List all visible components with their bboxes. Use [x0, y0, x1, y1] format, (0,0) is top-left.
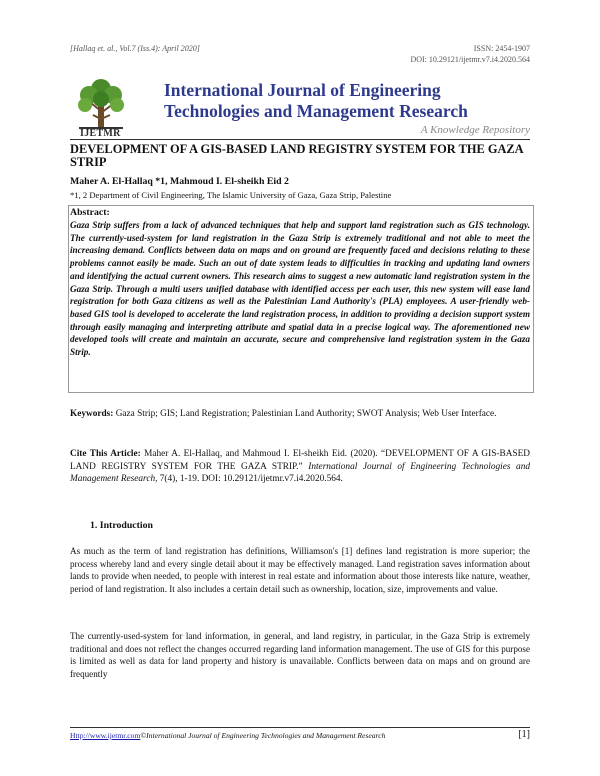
- section-heading-introduction: 1. Introduction: [90, 520, 153, 531]
- header-divider: [70, 139, 530, 140]
- running-header-citation: [Hallaq et. al., Vol.7 (Iss.4): April 2020]: [70, 44, 200, 53]
- footer-divider: [70, 727, 530, 728]
- paper-title: DEVELOPMENT OF A GIS-BASED LAND REGISTRY SYSTEM FOR THE GAZA STRIP: [70, 142, 523, 169]
- keywords-label: Keywords:: [70, 409, 114, 419]
- doi-text: DOI: 10.29121/ijetmr.v7.i4.2020.564: [410, 55, 530, 64]
- author-affiliation: *1, 2 Department of Civil Engineering, The Islamic University of Gaza, Gaza Strip, Palestine: [70, 190, 392, 200]
- keywords-text: Gaza Strip; GIS; Land Registration; Palestinian Land Authority; SWOT Analysis; Web User Interface.: [115, 409, 497, 419]
- journal-title-line1: International Journal of Engineering: [164, 80, 441, 100]
- journal-title-line2: Technologies and Management Research: [164, 101, 468, 121]
- paper-authors: Maher A. El-Hallaq *1, Mahmoud I. El-sheikh Eid 2: [70, 176, 289, 187]
- citation: [70, 448, 530, 486]
- cite-text: Maher A. El-Hallaq, and Mahmoud I. El-sheikh Eid. (2020). “DEVELOPMENT OF A GIS-BASED LAND REGISTRY SYSTEM FOR THE GAZA STRIP.”: [70, 449, 530, 472]
- keywords: [70, 408, 530, 421]
- intro-paragraph-1: As much as the term of land registration has definitions, Williamson's [1] defines land registration is more superior; the process whereby land and every single detail about it may be effectively managed. Land registration saves information about lands to provide when needed, to people with interest in real estate and information about those interests like nature, weather, period of land registration. It also includes a certain detail such as ownership, location, size, improvements and value.: [70, 546, 530, 594]
- journal-website-link[interactable]: Http://www.ijetmr.com: [70, 731, 141, 740]
- footer-copyright: ©International Journal of Engineering Technologies and Management Research: [140, 731, 386, 740]
- journal-logo-text: IJETMR: [80, 128, 121, 139]
- running-header-identifiers: [410, 43, 530, 65]
- abstract-text: Gaza Strip suffers from a lack of advanced techniques that help and support land registration such as GIS technology. The currently-used-system for land registration in the Gaza Strip is extremely traditional and not able to meet the increasing demand. Conflicts between data on maps and on ground are frequently faced and decisions relating to these problems cannot easily be made. Such an out of date system leads to difficulties in tracking and updating land owners and identifying the actual current owners. This research aims to suggest a new automatic land registration system in the Gaza Strip. Through a multi users unified database with identified access per each user, this new system will ease land registration for both Gaza citizens as well as the Palestinian Land Authority's (PLA) employees. A user-friendly web-based GIS tool is developed to accelerate the land registration process, in addition to providing a decision support system through easily managing and interpreting attribute and spatial data in a precise logical way. The aforementioned new developed tools will create and maintain an accurate, secure and comprehensive land registration system in the Gaza Strip.: [70, 220, 530, 358]
- tree-logo-icon: [73, 75, 129, 131]
- intro-paragraph-2: The currently-used-system for land information, in general, and land registry, in particular, in the Gaza Strip is extremely traditional and does not reflect the changes occurred regarding land information management. The use of GIS for this purpose is limited as well as data for land property and history is unavailable. Conflicts between data on maps and on ground are frequently: [70, 631, 530, 679]
- footer: [70, 731, 385, 740]
- abstract-label: Abstract:: [70, 207, 110, 218]
- journal-tagline: A Knowledge Repository: [420, 124, 530, 136]
- issn-text: ISSN: 2454-1907: [473, 44, 530, 53]
- page-number: [1]: [518, 729, 530, 740]
- cite-label: Cite This Article:: [70, 449, 141, 459]
- cite-tail: 7(4), 1-19. DOI: 10.29121/ijetmr.v7.i4.2020.564.: [159, 474, 343, 484]
- cite-journal: International Journal of Engineering Technologies and Management Research,: [70, 461, 530, 484]
